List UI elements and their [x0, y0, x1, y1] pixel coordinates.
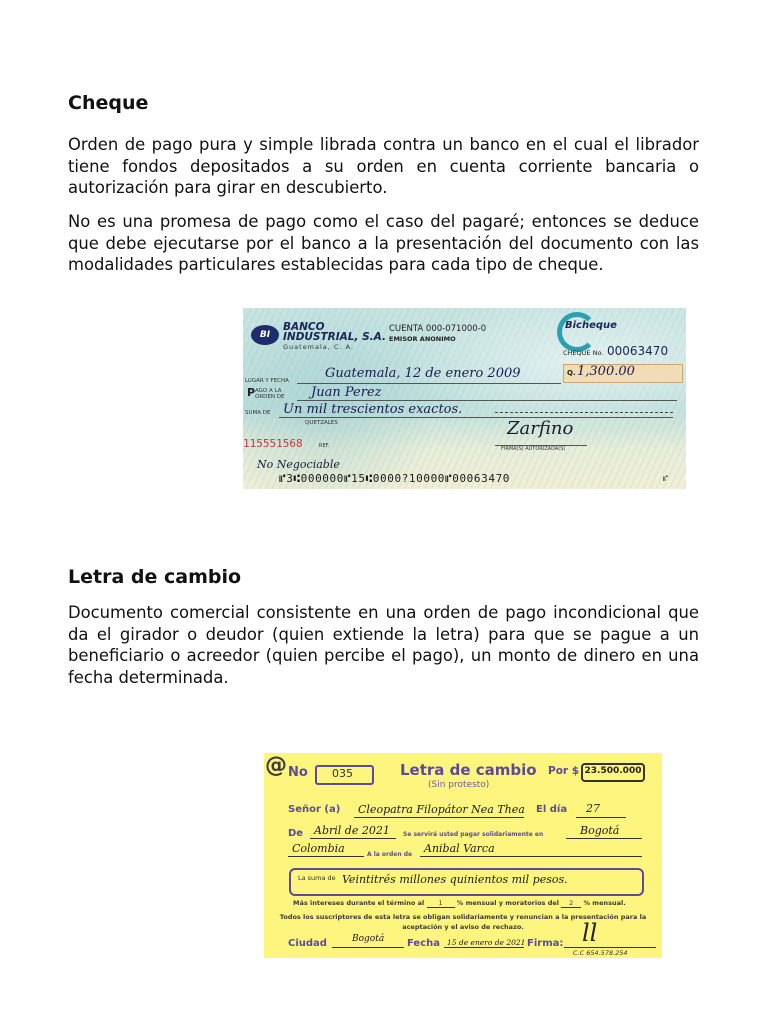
payee-line	[297, 400, 677, 401]
letra-signature: ll	[582, 919, 598, 947]
firma-label: Firma:	[527, 938, 564, 949]
servira-label: Se servirá usted pagar solidariamente en	[403, 831, 544, 838]
intereses-value1: 1	[427, 899, 455, 908]
quetzales-label: QUETZALES	[305, 420, 338, 426]
amount-words-dashes	[495, 412, 673, 413]
fecha-line	[444, 947, 524, 948]
bicheque-brand: Bicheque	[565, 320, 617, 331]
bicheque-logo-icon	[557, 312, 597, 352]
letra-por-label: Por $	[548, 765, 580, 777]
payee-label: AGO A LA ORDEN DE	[255, 388, 285, 400]
amount-value: 1,300.00	[577, 364, 635, 379]
suma-value: Veintitrés millones quinientos mil pesos.	[342, 873, 568, 886]
orden-label: A la orden de	[367, 851, 413, 858]
firma-line	[564, 947, 656, 948]
ciudad-line	[332, 947, 404, 948]
no-negociable-text: No Negociable	[257, 458, 340, 471]
bank-logo: BI	[251, 325, 279, 345]
signature	[493, 416, 574, 439]
senor-label: Señor (a)	[288, 804, 341, 815]
payee-prefix: P	[247, 386, 256, 399]
letra-de-cambio-image	[264, 753, 662, 958]
letra-amount-value: 23.500.000	[584, 766, 642, 776]
ref-label: REF.	[319, 443, 330, 449]
ciudad-label: Ciudad	[288, 938, 327, 949]
cheque-number-label: CHEQUE No.	[563, 349, 604, 357]
account-reference: 115551568	[243, 437, 303, 450]
orden-line	[420, 856, 642, 857]
fecha-value: 15 de enero de 2021	[447, 938, 526, 947]
intereses-value2: 2	[561, 899, 581, 908]
place-date-value: Guatemala, 12 de enero 2009	[325, 366, 521, 381]
ciudad-value: Bogotá	[352, 934, 385, 944]
micr-line: ⑈3⑆000000⑈15⑆0000?10000⑈00063470	[279, 472, 511, 485]
letra-title: Letra de cambio	[400, 761, 537, 779]
dia-label: El día	[536, 804, 568, 815]
letra-heading: Letra de cambio	[68, 566, 242, 588]
intereses-part3: % mensual.	[583, 899, 626, 907]
senor-value: Cleopatra Filopátor Nea Thea	[358, 803, 525, 816]
letra-note-line2: aceptación y el aviso de rechazo.	[402, 923, 524, 931]
emisor-label: EMISOR ANONIMO	[389, 335, 456, 343]
city-value: Bogotá	[580, 824, 620, 837]
de-label: De	[288, 828, 304, 839]
intereses-text	[293, 899, 626, 908]
city-line	[566, 838, 642, 839]
suma-label: SUMA DE	[245, 410, 271, 416]
country-line	[288, 856, 364, 857]
cc-number: C.C 654.578.254	[573, 949, 628, 957]
account-number: CUENTA 000-071000-0	[389, 324, 487, 334]
cheque-number: 00063470	[607, 344, 669, 358]
amount-words-line	[279, 417, 673, 418]
letra-note-line1: Todos los suscriptores de esta letra se obligan solidariamente y renuncian a la presentación para la	[279, 913, 647, 921]
orden-value: Anibal Varca	[424, 842, 495, 855]
lugar-fecha-label: LUGAR Y FECHA	[245, 378, 289, 384]
senor-line	[354, 817, 524, 818]
letra-no-label: No	[288, 765, 308, 780]
cheque-definition-paragraph: Orden de pago pura y simple librada contra un banco en el cual el librador tiene fondos depositados a su orden en cuenta corriente bancaria o autorización para girar en descubierto.	[68, 135, 699, 197]
de-line	[310, 838, 396, 839]
bank-city: Guatemala, C. A.	[283, 343, 354, 351]
currency-symbol: Q.	[567, 369, 576, 377]
country-value: Colombia	[292, 842, 345, 855]
cheque-heading: Cheque	[68, 92, 149, 114]
cheque-image	[243, 308, 686, 489]
letra-definition-paragraph: Documento comercial consistente en una orden de pago incondicional que da el girador o deudor (quien extiende la letra) para que se pague a un beneficiario o acreedor (quien percibe el pago), un monto de dinero en una fecha determinada.	[68, 603, 699, 687]
dia-line	[576, 817, 626, 818]
amount-words-value: Un mil trescientos exactos.	[283, 402, 463, 417]
intereses-part2: % mensual y moratorios del	[456, 899, 559, 907]
cheque-description-paragraph: No es una promesa de pago como el caso del pagaré; entonces se deduce que debe ejecutarse por el banco a la presentación del documento con las modalidades particulares establecidas para cada tipo de cheque.	[68, 212, 699, 274]
dia-value: 27	[586, 802, 600, 815]
signature-text: Zarfino	[507, 418, 574, 439]
fecha-label: Fecha	[407, 938, 441, 949]
micr-end-mark: ⑈	[663, 474, 668, 483]
bank-name: BANCO INDUSTRIAL, S.A.	[283, 321, 386, 343]
de-value: Abril de 2021	[314, 824, 390, 837]
suma-label: La suma de	[298, 874, 336, 882]
payee-value: Juan Perez	[311, 385, 382, 400]
intereses-part1: Más intereses durante el término al	[293, 899, 425, 907]
letra-logo-icon: @	[265, 753, 287, 778]
firma-label: FIRMA(S) AUTORIZADA(S)	[501, 446, 566, 452]
place-date-line	[297, 383, 561, 384]
letra-subtitle: (Sin protesto)	[428, 780, 490, 790]
letra-no-value: 035	[332, 767, 353, 780]
